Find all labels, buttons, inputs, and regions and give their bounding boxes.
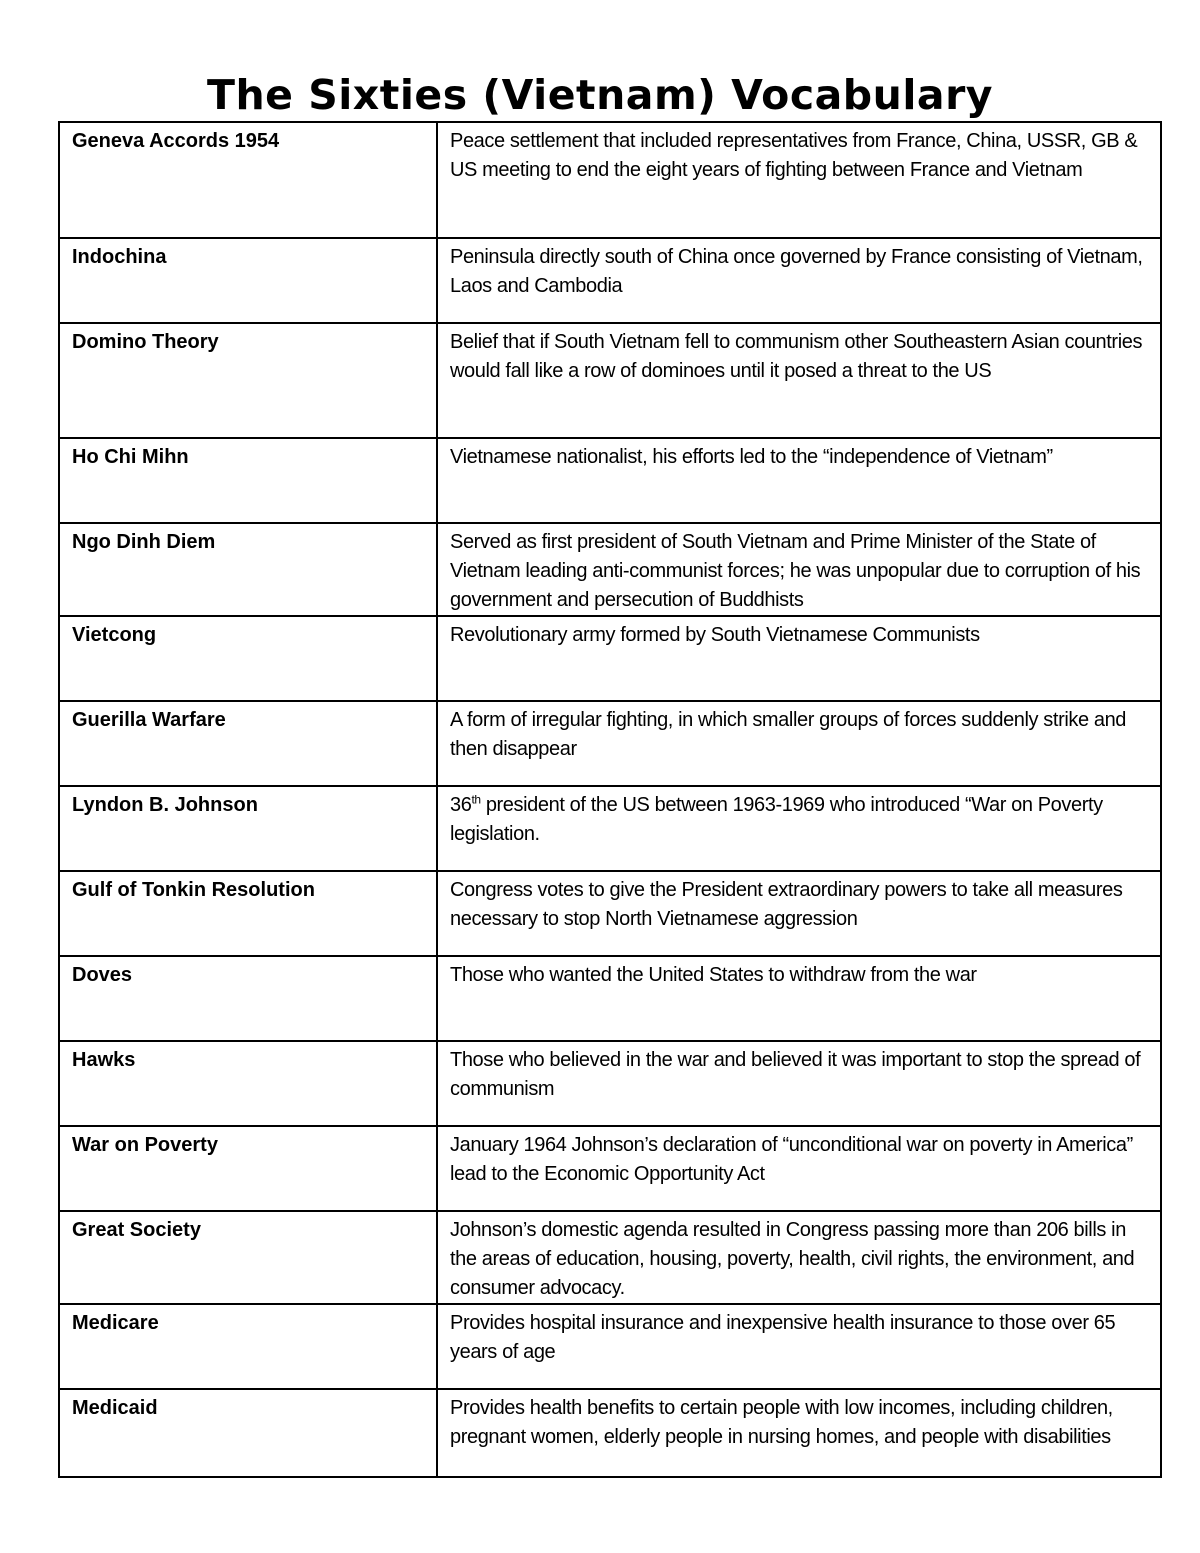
table-row [59, 956, 1161, 1041]
table-row [59, 1389, 1161, 1477]
table-row [59, 1041, 1161, 1126]
term-cell: Doves [59, 956, 437, 1041]
definition-cell: Provides hospital insurance and inexpensive health insurance to those over 65 years of age [437, 1304, 1161, 1389]
term-cell: Domino Theory [59, 323, 437, 438]
table-row [59, 238, 1161, 323]
definition-cell: Those who believed in the war and believed it was important to stop the spread of communism [437, 1041, 1161, 1126]
term-cell: Ho Chi Mihn [59, 438, 437, 523]
term-cell: Guerilla Warfare [59, 701, 437, 786]
definition-cell: January 1964 Johnson’s declaration of “unconditional war on poverty in America” lead to the Economic Opportunity Act [437, 1126, 1161, 1211]
term-cell: Gulf of Tonkin Resolution [59, 871, 437, 956]
term-cell: Lyndon B. Johnson [59, 786, 437, 871]
term-cell: Great Society [59, 1211, 437, 1304]
table-row [59, 523, 1161, 616]
table-row [59, 1304, 1161, 1389]
definition-cell: Those who wanted the United States to withdraw from the war [437, 956, 1161, 1041]
page-title: The Sixties (Vietnam) Vocabulary [206, 71, 994, 119]
table-row [59, 1126, 1161, 1211]
term-cell: Medicaid [59, 1389, 437, 1477]
term-cell: Indochina [59, 238, 437, 323]
definition-cell: Congress votes to give the President extraordinary powers to take all measures necessary to stop North Vietnamese aggression [437, 871, 1161, 956]
table-row [59, 616, 1161, 701]
term-cell: Vietcong [59, 616, 437, 701]
definition-cell: Vietnamese nationalist, his efforts led to the “independence of Vietnam” [437, 438, 1161, 523]
definition-cell: Revolutionary army formed by South Vietnamese Communists [437, 616, 1161, 701]
table-row [59, 871, 1161, 956]
definition-cell: Johnson’s domestic agenda resulted in Congress passing more than 206 bills in the areas of education, housing, poverty, health, civil rights, the environment, and consumer advocacy. [437, 1211, 1161, 1304]
table-row [59, 786, 1161, 871]
ordinal-number: 36 [450, 794, 472, 816]
definition-cell: Provides health benefits to certain people with low incomes, including children, pregnant women, elderly people in nursing homes, and people with disabilities [437, 1389, 1161, 1477]
term-cell: Medicare [59, 1304, 437, 1389]
ordinal-suffix: th [471, 792, 481, 807]
definition-cell: Peninsula directly south of China once governed by France consisting of Vietnam, Laos and Cambodia [437, 238, 1161, 323]
definition-cell: Belief that if South Vietnam fell to communism other Southeastern Asian countries would fall like a row of dominoes until it posed a threat to the US [437, 323, 1161, 438]
definition-cell [437, 786, 1161, 871]
table-row [59, 701, 1161, 786]
vocabulary-table [58, 121, 1162, 1478]
definition-text: president of the US between 1963-1969 who introduced “War on Poverty legislation. [450, 794, 1103, 845]
table-row [59, 122, 1161, 238]
table-row [59, 1211, 1161, 1304]
definition-cell: A form of irregular fighting, in which smaller groups of forces suddenly strike and then disappear [437, 701, 1161, 786]
term-cell: War on Poverty [59, 1126, 437, 1211]
term-cell: Geneva Accords 1954 [59, 122, 437, 238]
term-cell: Ngo Dinh Diem [59, 523, 437, 616]
term-cell: Hawks [59, 1041, 437, 1126]
definition-cell: Served as first president of South Vietnam and Prime Minister of the State of Vietnam leading anti-communist forces; he was unpopular due to corruption of his government and persecution of Buddhists [437, 523, 1161, 616]
table-row [59, 323, 1161, 438]
definition-cell: Peace settlement that included representatives from France, China, USSR, GB & US meeting to end the eight years of fighting between France and Vietnam [437, 122, 1161, 238]
table-row [59, 438, 1161, 523]
